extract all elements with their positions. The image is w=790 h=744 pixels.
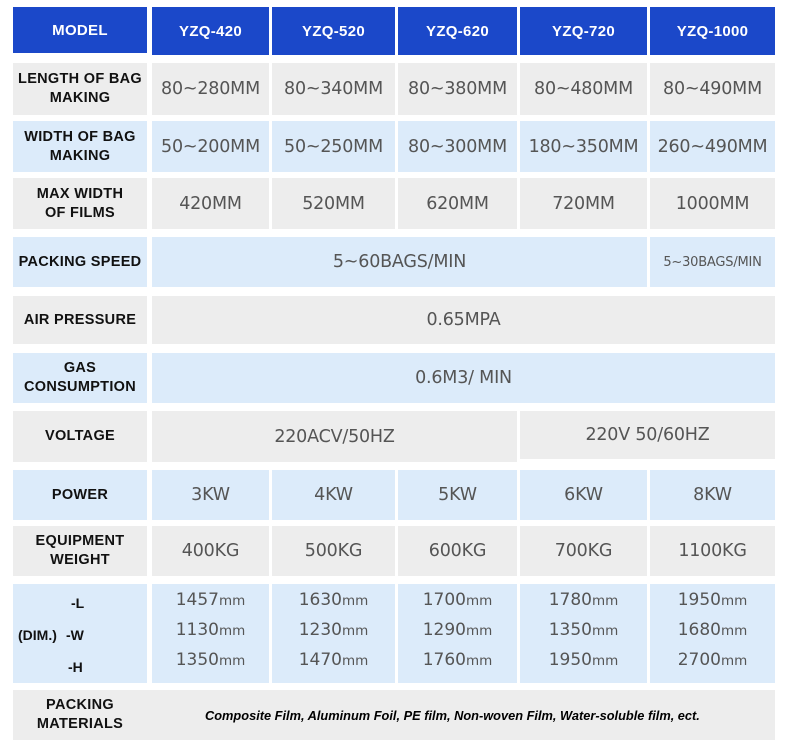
- dim-l-1: 1457mm: [175, 590, 246, 610]
- air-value: 0.65MPA: [152, 296, 775, 344]
- model-header-2: YZQ-520: [272, 7, 395, 55]
- model-header-5: YZQ-1000: [650, 7, 775, 55]
- width-label: [13, 121, 147, 172]
- dim-cell-4: [520, 584, 647, 683]
- film-value-5: 1000MM: [650, 178, 775, 229]
- voltage-label: VOLTAGE: [13, 411, 147, 462]
- film-value-3: 620MM: [398, 178, 517, 229]
- dim-cell-3: [398, 584, 517, 683]
- materials-row: [13, 690, 775, 740]
- power-value-3: 5KW: [398, 470, 517, 520]
- dim-cell-2: [272, 584, 395, 683]
- gas-value: 0.6M3/ MIN: [152, 353, 775, 403]
- dim-label: [13, 584, 147, 683]
- weight-label: [13, 526, 147, 576]
- dim-h-4: 1950mm: [548, 650, 619, 670]
- weight-value-1: 400KG: [152, 526, 269, 576]
- weight-value-4: 700KG: [520, 526, 647, 576]
- film-value-2: 520MM: [272, 178, 395, 229]
- dim-l-4: 1780mm: [548, 590, 619, 610]
- gas-label-line-1: GAS: [63, 360, 97, 376]
- dim-label-h: -H: [68, 659, 83, 675]
- length-value-4: 80~480MM: [520, 63, 647, 115]
- length-value-2: 80~340MM: [272, 63, 395, 115]
- gas-label: [13, 353, 147, 403]
- materials-label-line-2: MATERIALS: [36, 716, 124, 732]
- dim-h-2: 1470mm: [298, 650, 369, 670]
- weight-value-2: 500KG: [272, 526, 395, 576]
- voltage-value-b: 220V 50/60HZ: [520, 411, 775, 459]
- dim-h-5: 2700mm: [677, 650, 748, 670]
- film-label-line-2: OF FILMS: [44, 204, 116, 221]
- film-value-4: 720MM: [520, 178, 647, 229]
- dim-w-5: 1680mm: [677, 620, 748, 640]
- film-label: [13, 178, 147, 229]
- power-value-2: 4KW: [272, 470, 395, 520]
- dim-label-main: (DIM.): [18, 627, 57, 643]
- speed-value-main: 5~60BAGS/MIN: [152, 237, 647, 287]
- dim-w-4: 1350mm: [548, 620, 619, 640]
- gas-label-line-2: CONSUMPTION: [23, 379, 137, 395]
- length-label-line-1: LENGTH OF BAG: [18, 71, 142, 87]
- width-value-2: 50~250MM: [272, 121, 395, 172]
- film-value-1: 420MM: [152, 178, 269, 229]
- materials-value: Composite Film, Aluminum Foil, PE film, Non-woven Film, Water-soluble film, ect.: [205, 707, 700, 723]
- materials-label: [13, 690, 147, 740]
- dim-l-3: 1700mm: [422, 590, 493, 610]
- dim-w-1: 1130mm: [175, 620, 246, 640]
- weight-label-line-2: WEIGHT: [50, 552, 110, 568]
- voltage-value-a: 220ACV/50HZ: [152, 411, 517, 462]
- model-header-4: YZQ-720: [520, 7, 647, 55]
- model-header-1: YZQ-420: [152, 7, 269, 55]
- power-label: POWER: [13, 470, 147, 520]
- width-value-4: 180~350MM: [520, 121, 647, 172]
- dim-h-1: 1350mm: [175, 650, 246, 670]
- speed-value-last: 5~30BAGS/MIN: [650, 237, 775, 287]
- weight-label-line-1: EQUIPMENT: [35, 533, 125, 549]
- weight-value-3: 600KG: [398, 526, 517, 576]
- length-value-5: 80~490MM: [650, 63, 775, 115]
- film-label-line-1: MAX WIDTH: [36, 185, 124, 202]
- dim-label-w: -W: [66, 627, 84, 643]
- weight-value-5: 1100KG: [650, 526, 775, 576]
- width-label-line-1: WIDTH OF BAG: [24, 128, 136, 145]
- dim-l-2: 1630mm: [298, 590, 369, 610]
- dim-w-3: 1290mm: [422, 620, 493, 640]
- length-value-1: 80~280MM: [152, 63, 269, 115]
- power-value-5: 8KW: [650, 470, 775, 520]
- width-value-5: 260~490MM: [650, 121, 775, 172]
- dim-w-2: 1230mm: [298, 620, 369, 640]
- length-label: [13, 63, 147, 115]
- power-value-4: 6KW: [520, 470, 647, 520]
- air-label: AIR PRESSURE: [13, 296, 147, 344]
- length-value-3: 80~380MM: [398, 63, 517, 115]
- materials-label-line-1: PACKING: [46, 697, 114, 713]
- length-label-line-2: MAKING: [49, 90, 111, 106]
- dim-cell-5: [650, 584, 775, 683]
- dim-label-l: -L: [71, 595, 85, 611]
- dim-l-5: 1950mm: [677, 590, 748, 610]
- width-value-1: 50~200MM: [152, 121, 269, 172]
- width-value-3: 80~300MM: [398, 121, 517, 172]
- power-value-1: 3KW: [152, 470, 269, 520]
- width-label-line-2: MAKING: [49, 147, 111, 164]
- speed-label: PACKING SPEED: [13, 237, 147, 287]
- dim-h-3: 1760mm: [422, 650, 493, 670]
- model-header-3: YZQ-620: [398, 7, 517, 55]
- model-header: MODEL: [13, 7, 147, 53]
- dim-cell-1: [152, 584, 269, 683]
